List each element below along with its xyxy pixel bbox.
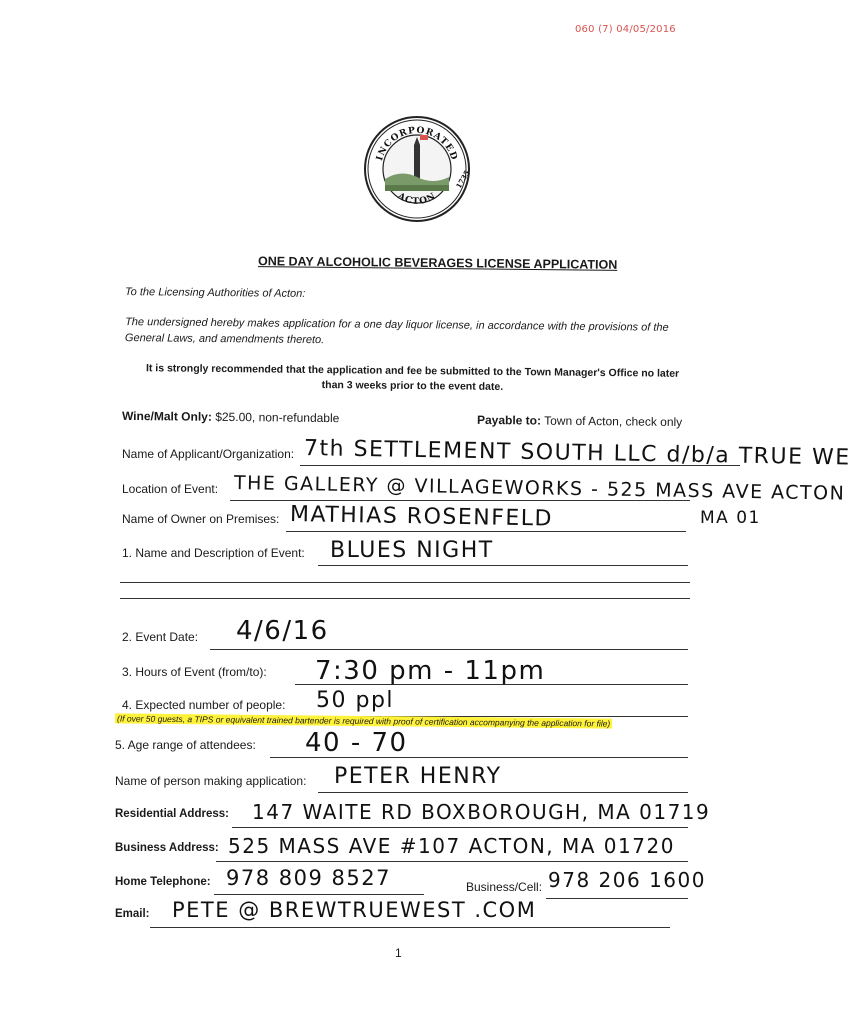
applicant-value[interactable]: 7th SETTLEMENT SOUTH LLC d/b/a TRUE WE <box>303 436 851 471</box>
location-value[interactable]: THE GALLERY @ VILLAGEWORKS - 525 MASS AVE ACTON <box>233 472 846 505</box>
people-label: 4. Expected number of people: <box>122 698 286 712</box>
file-stamp: 060 (7) 04/05/2016 <box>575 24 676 35</box>
event-date-label: 2. Event Date: <box>122 630 199 644</box>
description-line-1 <box>120 582 690 583</box>
intro-text: The undersigned hereby makes application for a one day liquor license, in accordance with the provisions of the General Laws, and amendments thereto. <box>124 316 669 347</box>
business-label: Business Address: <box>115 842 219 854</box>
description-line-2 <box>120 598 690 599</box>
hours-label: 3. Hours of Event (from/to): <box>122 665 267 679</box>
email-value[interactable]: PETE @ BREWTRUEWEST .COM <box>172 898 537 922</box>
seal-top-text: INCORPORATED <box>375 125 459 163</box>
owner-label: Name of Owner on Premises: <box>122 512 280 526</box>
page-number: 1 <box>395 946 402 960</box>
business-value[interactable]: 525 MASS AVE #107 ACTON, MA 01720 <box>228 834 675 858</box>
business-cell-line <box>546 898 688 899</box>
home-phone-value[interactable]: 978 809 8527 <box>226 866 391 890</box>
age-value[interactable]: 40 - 70 <box>305 728 408 758</box>
age-label: 5. Age range of attendees: <box>115 738 256 752</box>
form-title: ONE DAY ALCOHOLIC BEVERAGES LICENSE APPLICATION <box>257 254 618 272</box>
fee-label: Wine/Malt Only: <box>121 408 212 424</box>
salutation: To the Licensing Authorities of Acton: <box>124 286 306 300</box>
business-line <box>216 861 688 862</box>
payable-label: Payable to: <box>476 412 542 428</box>
residential-label: Residential Address: <box>115 808 229 820</box>
person-value[interactable]: PETER HENRY <box>334 764 502 789</box>
location-value-continued[interactable]: MA 01 <box>700 508 761 528</box>
email-line <box>150 927 670 928</box>
residential-line <box>232 827 688 828</box>
recommendation-text: It is strongly recommended that the application and fee be submitted to the Town Manager's Office no later than 3 weeks prior to the event date. <box>145 362 680 393</box>
event-date-line <box>210 649 688 650</box>
hours-value[interactable]: 7:30 pm - 11pm <box>315 656 546 686</box>
owner-line <box>286 531 686 532</box>
fee-line <box>122 409 339 425</box>
event-name-line <box>318 565 688 566</box>
email-label: Email: <box>115 908 150 920</box>
fee-value: $25.00, non-refundable <box>215 409 340 426</box>
event-name-value[interactable]: BLUES NIGHT <box>330 538 494 563</box>
residential-value[interactable]: 147 WAITE RD BOXBOROUGH, MA 01719 <box>252 800 711 824</box>
location-label: Location of Event: <box>122 482 219 496</box>
home-phone-line <box>214 894 424 895</box>
owner-value[interactable]: MATHIAS ROSENFELD <box>289 502 554 532</box>
event-name-label: 1. Name and Description of Event: <box>122 546 305 560</box>
home-phone-label: Home Telephone: <box>115 876 211 888</box>
person-line <box>318 792 688 793</box>
event-date-value[interactable]: 4/6/16 <box>236 616 329 646</box>
person-label: Name of person making application: <box>115 774 307 788</box>
business-cell-value[interactable]: 978 206 1600 <box>548 868 706 892</box>
payable-value: Town of Acton, check only <box>544 413 683 430</box>
seal-year: 1735 <box>453 168 471 190</box>
seal-bottom-text: ACTON <box>395 191 439 207</box>
town-seal <box>363 115 471 223</box>
tips-note: (If over 50 guests, a TIPS or equivalent trained bartender is required with proof of certification accompanying the application for file) <box>116 713 611 729</box>
people-value[interactable]: 50 ppl <box>316 688 395 713</box>
business-cell-label: Business/Cell: <box>466 880 543 894</box>
payable-line <box>477 413 682 429</box>
applicant-label: Name of Applicant/Organization: <box>122 447 295 461</box>
